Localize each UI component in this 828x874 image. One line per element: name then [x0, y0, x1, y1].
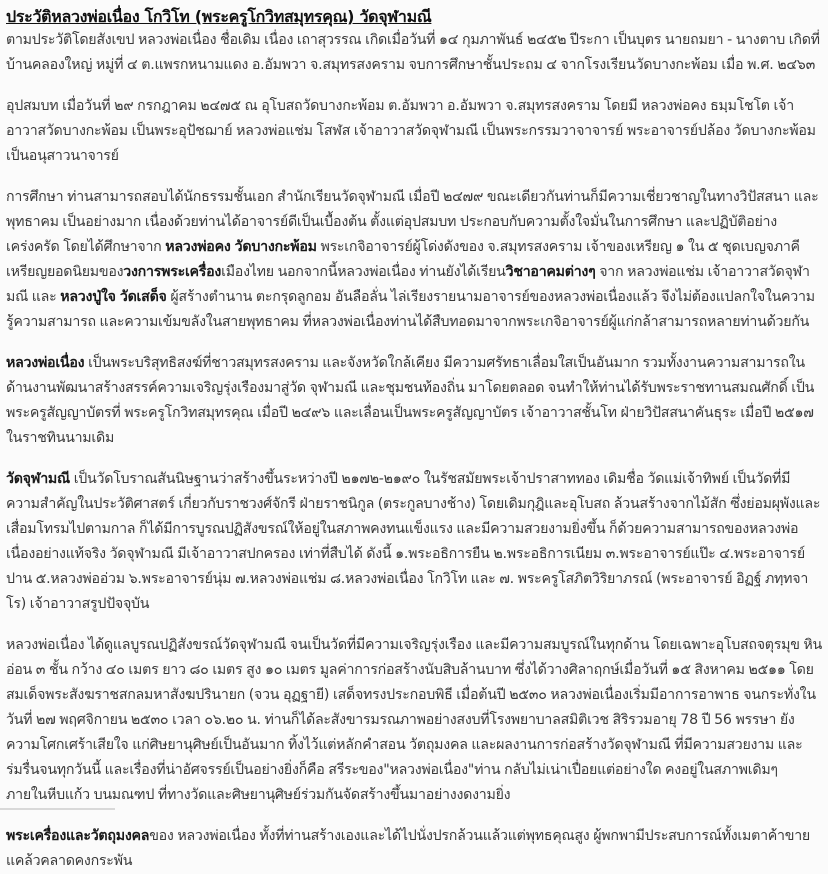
- bold-text: หลวงปู่ใจ วัดเสด็จ: [60, 289, 167, 305]
- text-segment: หลวงพ่อเนื่อง ได้ดูแลบูรณปฏิสังขรณ์วัดจุฬามณี จนเป็นวัดที่มีความเจริญรุ่งเรือง และมีความสมบูรณ์ในทุกด้าน โดยเฉพาะอุโบสถจตุรมุข หินอ่อน ๓ ชั้น กว้าง ๔๐ เมตร ยาว ๘๐ เมตร สูง ๑๐ เมตร มูลค่าการก่อสร้างนับสิบล้านบาท ซึ่งได้วางศิลาฤกษ์เมื่อวันที่ ๑๕ สิงหาคม ๒๕๑๑ โดย สมเด็จพระสังฆราชสกลมหาสังฆปรินายก (จวน อุฏฐายี) เสด็จทรงประกอบพิธี เมื่อต้นปี ๒๕๓๐ หลวงพ่อเนื่องเริ่มมีอาการอาพาธ จนกระทั่งในวันที่ ๒๗ พฤศจิกายน ๒๕๓๐ เวลา ๐๖.๒๐ น. ท่านก็ได้ละสังขารมรณภาพอย่างสงบที่โรงพยาบาลสมิติเวช สิริรวมอายุ 78 ปี 56 พรรษา ยังความโศกเศร้าเสียใจ แก่ศิษยานุศิษย์เป็นอันมาก ทิ้งไว้แต่หลักคำสอน วัตถุมงคล และผลงานการก่อสร้างวัดจุฬามณี ที่มีความสวยงาม และร่มรื่นจนทุกวันนี้ และเรื่องที่น่าอัศจรรย์เป็นอย่างยิ่งก็คือ สรีระของ"หลวงพ่อเนื่อง"ท่าน กลับไม่เน่าเปื่อยแต่อย่างใด คงอยู่ในสภาพเดิมๆ ภายในหีบแก้ว บนมณฑป ที่ทางวัดและศิษยานุศิษย์ร่วมกันจัดสร้างขึ้นมาอย่างงดงามยิ่ง: [6, 637, 822, 803]
- article-paragraph: [6, 351, 822, 451]
- text-segment: เป็นวัดโบราณสันนิษฐานว่าสร้างขึ้นระหว่างปี ๒๑๗๒-๒๑๙๐ ในรัชสมัยพระเจ้าปราสาททอง เดิมชื่อ วัดแม่เจ้าทิพย์ เป็นวัดที่มีความสำคัญในประวัติศาสตร์ เกี่ยวกับราชวงศ์จักรี ฝ่ายราชนิกูล (ตระกูลบางช้าง) โดยเดิมกุฎิและอุโบสถ ล้วนสร้างจากไม้สัก ซึ่งย่อมผุพังและเสื่อมโทรมไปตามกาล ก็ได้มีการบูรณปฏิสังขรณ์ให้อยู่ในสภาพคงทนแข็งแรง และมีความสวยงามยิ่งขึ้น ก็ด้วยความสามารถของหลวงพ่อเนื่องอย่างแท้จริง วัดจุฬามณี มีเจ้าอาวาสปกครอง เท่าที่สืบได้ ดังนี้ ๑.พระอธิการยืน ๒.พระอธิการเนียม ๓.พระอาจารย์แป๊ะ ๔.พระอาจารย์ปาน ๕.หลวงพ่ออ่วม ๖.พระอาจารย์นุ่ม ๗.หลวงพ่อแช่ม ๘.หลวงพ่อเนื่อง โกวิโท และ ๗. พระครูโสภิตวิริยาภรณ์ (พระอาจารย์ อิฏฐ์ ภทฺทจาโร) เจ้าอาวาสรูปปัจจุบัน: [6, 471, 821, 612]
- text-segment: ผู้สร้างตำนาน ตะกรุดลูกอม อันลือลั่น ไล่เรียงรายนามอาจารย์ของหลวงพ่อเนื่องแล้ว จึงไม่ต้องแปลกใจในความรู้ความสามารถ และความเข้มขลังในสายพุทธาคม ที่หลวงพ่อเนื่องท่านได้สืบทอดมาจากพระเกจิอาจารย์ผู้แก่กล้าสามารถหลายท่านด้วยกัน: [6, 289, 815, 330]
- article-paragraph: [6, 467, 822, 617]
- bold-text: หลวงพ่อเนื่อง: [6, 355, 85, 371]
- article-body: [6, 28, 822, 874]
- bold-text: วงการพระเครื่อง: [123, 264, 222, 280]
- text-segment: พระเกจิอาจารย์ผู้โด่งดังของ จ.สมุทรสงคราม เจ้าของเหรียญ ๑ ใน ๕ ชุดเบญจภาคีเหรียญยอดนิยมของ: [6, 239, 800, 280]
- text-segment: อุปสมบท เมื่อวันที่ ๒๙ กรกฎาคม ๒๔๗๕ ณ อุโบสถวัดบางกะพ้อม ต.อัมพวา อ.อัมพวา จ.สมุทรสงคราม โดยมี หลวงพ่อคง ธมฺมโชโต เจ้าอาวาสวัดบางกะพ้อม เป็นพระอุปัชฌาย์ หลวงพ่อแช่ม โสฬส เจ้าอาวาสวัดจุฬามณี เป็นพระกรรมวาจาจารย์ พระอาจารย์ปล้อง วัดบางกะพ้อม เป็นอนุสาวนาจารย์: [6, 98, 816, 164]
- article-paragraph: [6, 94, 822, 169]
- bold-text: หลวงพ่อคง วัดบางกะพ้อม: [165, 239, 317, 255]
- text-segment: ของ หลวงพ่อเนื่อง ทั้งที่ท่านสร้างเองและได้ไปนั่งปรกล้วนแล้วแต่พุทธคุณสูง ผู้พกพามีประสบการณ์ทั้งเมตาค้าขาย แคล้วคลาดคงกระพัน: [6, 828, 810, 869]
- article-paragraph: [6, 185, 822, 335]
- bold-text: พระเครื่องและวัตถุมงคล: [6, 828, 150, 844]
- article-paragraph: [6, 824, 822, 874]
- article-title: ประวัติหลวงพ่อเนื่อง โกวิโท (พระครูโกวิทสมุทรคุณ) วัดจุฬามณี: [6, 7, 432, 26]
- bold-text: วัดจุฬามณี: [6, 471, 70, 487]
- article-paragraph: [6, 28, 822, 78]
- text-segment: จาก หลวงพ่อแช่ม เจ้าอาวาสวัดจุฬามณี และ: [6, 264, 810, 305]
- text-segment: เมืองไทย นอกจากนี้หลวงพ่อเนื่อง ท่านยังได้เรียน: [221, 264, 506, 280]
- text-segment: เป็นพระบริสุทธิสงฆ์ที่ชาวสมุทรสงคราม และจังหวัดใกล้เคียง มีความศรัทธาเลื่อมใสเป็นอันมาก รวมทั้งงานความสามารถในด้านงานพัฒนาสร้างสรรค์ความเจริญรุ่งเรืองมาสู่วัด จุฬามณี และชุมชนท้องถิ่น มาโดยตลอด จนทำให้ท่านได้รับพระราชทานสมณศักดิ์ เป็นพระครูสัญญาบัตรที่ พระครูโกวิทสมุทรคุณ เมื่อปี ๒๔๙๖ และเลื่อนเป็นพระครูสัญญาบัตร เจ้าอาวาสชั้นโท ฝ่ายวิปัสสนาคันธุระ เมื่อปี ๒๕๑๗ ในราชทินนามเดิม: [6, 355, 815, 446]
- article-paragraph: [6, 633, 822, 808]
- bold-text: วิชาอาคมต่างๆ: [505, 264, 596, 280]
- text-segment: ตามประวัติโดยสังเขป หลวงพ่อเนื่อง ชื่อเดิม เนื่อง เถาสุวรรณ เกิดเมื่อวันที่ ๑๔ กุมภาพันธ์ ๒๔๕๒ ปีระกา เป็นบุตร นายถมยา - นางตาบ เกิดที่บ้านคลองใหญ่ หมู่ที่ ๔ ต.แพรกหนามแดง อ.อัมพวา จ.สมุทรสงคราม จบการศึกษาชั้นประถม ๔ จากโรงเรียนวัดบางกะพ้อม เมื่อ พ.ศ. ๒๔๖๓: [6, 32, 820, 73]
- text-segment: การศึกษา ท่านสามารถสอบได้นักธรรมชั้นเอก สำนักเรียนวัดจุฬามณี เมื่อปี ๒๔๗๙ ขณะเดียวกันท่านก็มีความเชี่ยวชาญในทางวิปัสสนา และพุทธาคม เป็นอย่างมาก เนื่องด้วยท่านได้อาจารย์ดีเป็นเบื้องต้น ตั้งแต่อุปสมบท ประกอบกับความตั้งใจมั่นในการศึกษา และปฏิบัติอย่างเคร่งครัด โดยได้ศึกษาจาก: [6, 189, 819, 255]
